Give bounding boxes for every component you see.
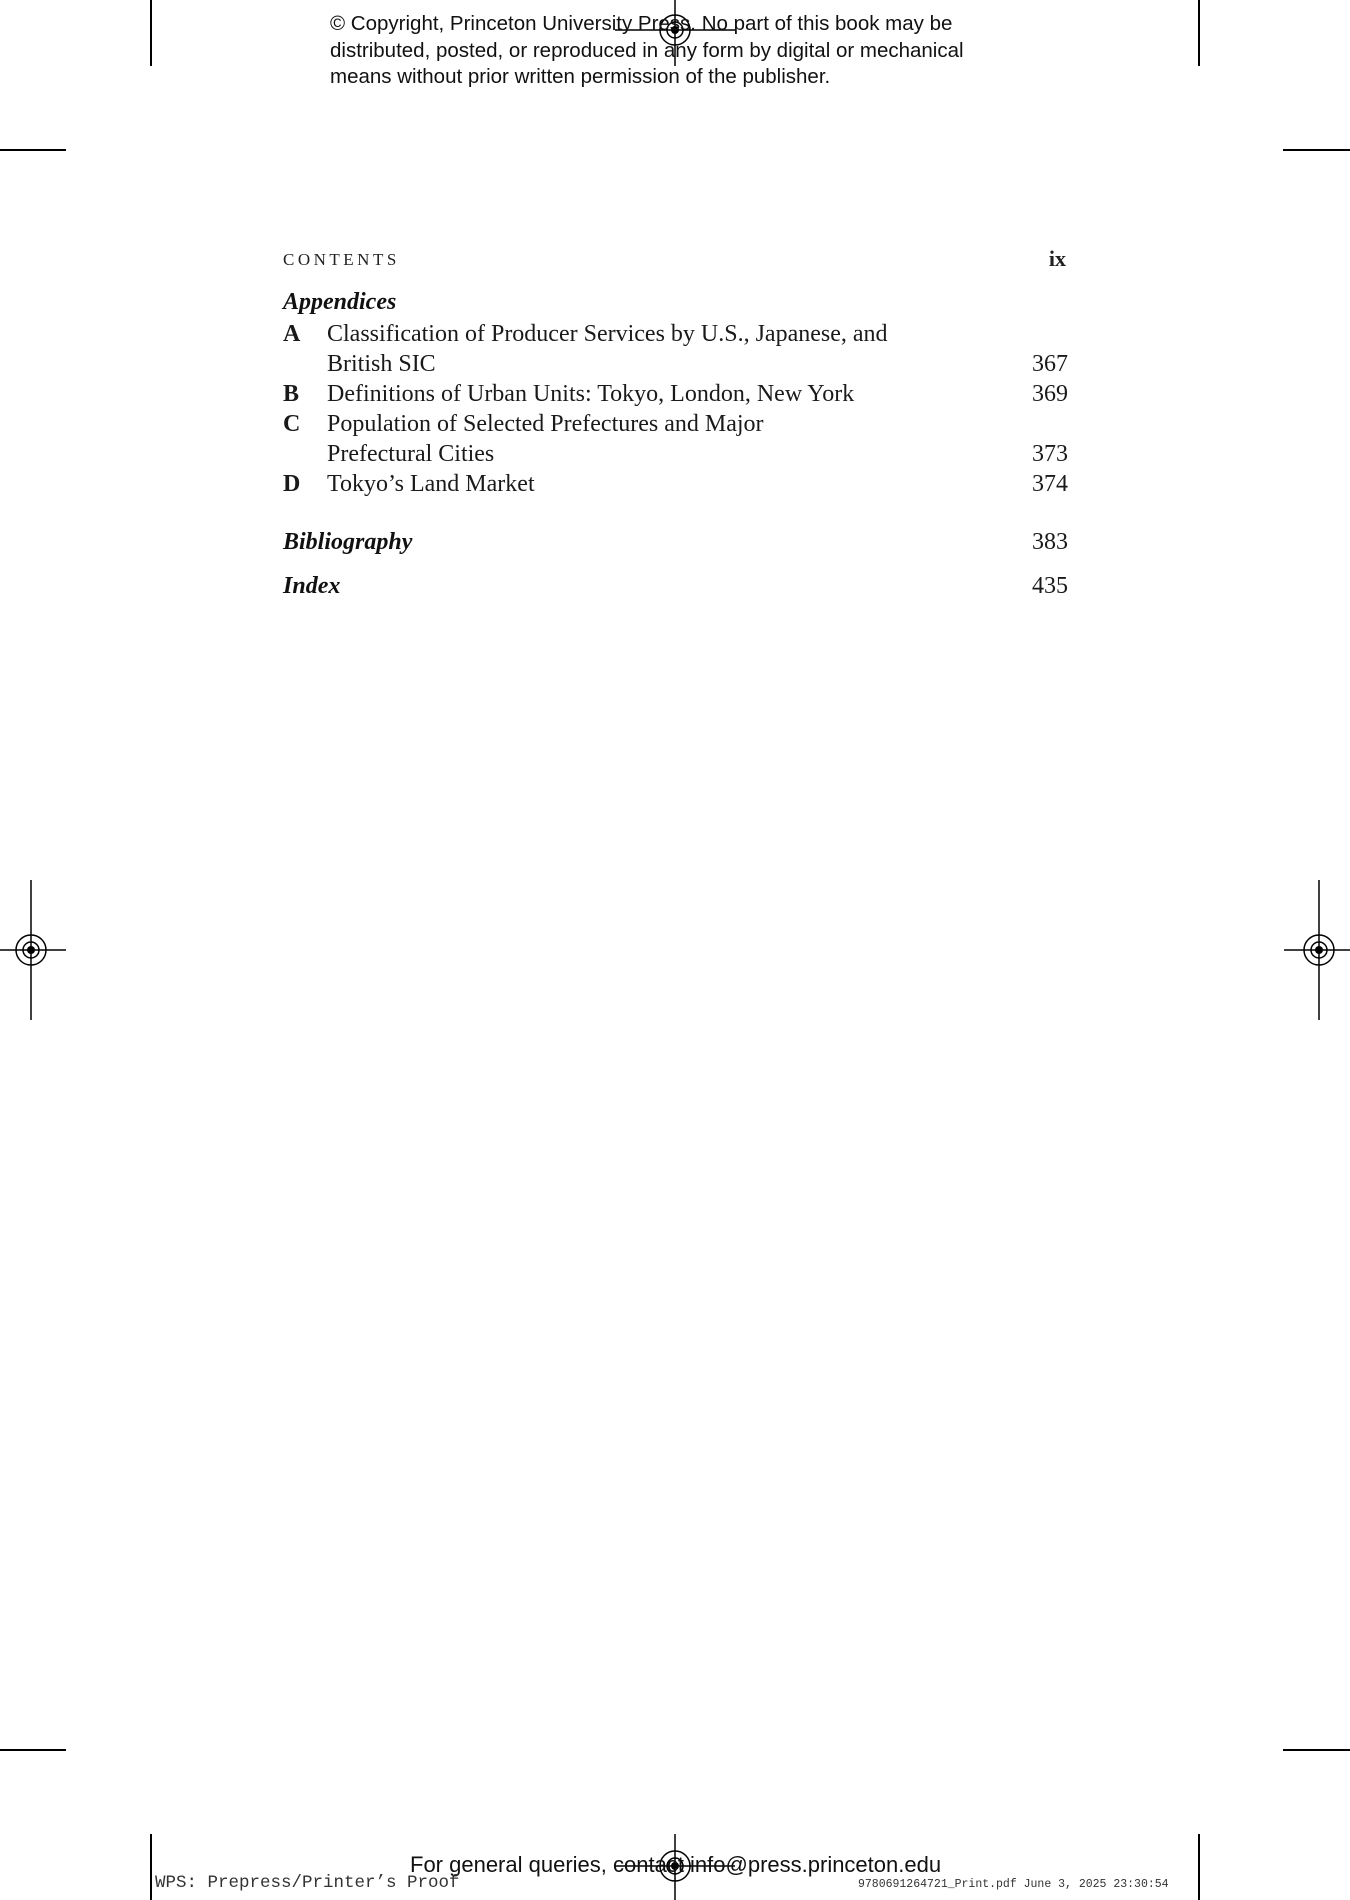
appendix-letter: D xyxy=(283,471,301,497)
page-number: 374 xyxy=(1032,471,1068,497)
bibliography-label: Bibliography xyxy=(283,529,413,555)
appendix-title-continued: British SIC xyxy=(327,351,436,377)
copyright-notice xyxy=(330,11,1090,91)
crop-mark-right-upper xyxy=(1283,149,1350,151)
copyright-line: distributed, posted, or reproduced in any form by digital or mechanical xyxy=(330,38,964,62)
appendix-title: Tokyo’s Land Market xyxy=(327,471,535,497)
registration-mark-left-icon xyxy=(0,880,66,1020)
crop-mark-left-lower xyxy=(0,1749,66,1751)
toc-entry-appendix-c[interactable] xyxy=(283,409,1068,469)
page-number: 367 xyxy=(1032,351,1068,377)
appendix-title-continued: Prefectural Cities xyxy=(327,441,495,467)
appendix-title: Population of Selected Prefectures and Major xyxy=(327,411,764,437)
general-queries-contact: For general queries, contact info@press.princeton.edu xyxy=(410,1852,942,1877)
copyright-line: means without prior written permission of the publisher. xyxy=(330,65,831,88)
appendix-letter: B xyxy=(283,381,300,407)
proof-label: WPS: Prepress/Printer’s Proof xyxy=(155,1873,460,1893)
running-head: CONTENTS xyxy=(283,250,400,269)
toc-entry-index[interactable] xyxy=(283,569,1068,603)
index-label: Index xyxy=(283,573,341,599)
page-number: 383 xyxy=(1032,529,1068,555)
appendix-letter: C xyxy=(283,411,301,437)
toc-entry-appendix-a[interactable] xyxy=(283,319,1068,379)
file-info: 9780691264721_Print.pdf June 3, 2025 23:30:54 xyxy=(858,1878,1169,1891)
crop-mark-bottom-left xyxy=(150,1834,152,1900)
crop-mark-right-lower xyxy=(1283,1749,1350,1751)
toc-entry-bibliography[interactable] xyxy=(283,525,1068,559)
appendix-title: Classification of Producer Services by U.S., Japanese, and xyxy=(327,321,888,347)
page-number: 435 xyxy=(1032,573,1068,599)
page-number: 369 xyxy=(1032,381,1068,407)
appendix-title: Definitions of Urban Units: Tokyo, London, New York xyxy=(327,381,855,407)
toc-entry-appendix-b[interactable] xyxy=(283,379,1068,409)
copyright-line: © Copyright, Princeton University Press. No part of this book may be xyxy=(330,12,953,35)
crop-mark-top-right xyxy=(1198,0,1200,66)
page-folio: ix xyxy=(1048,246,1066,271)
crop-mark-left-upper xyxy=(0,149,66,151)
page-number: 373 xyxy=(1032,441,1068,467)
table-of-contents xyxy=(283,285,1068,603)
appendix-letter: A xyxy=(283,321,301,347)
section-title-appendices: Appendices xyxy=(283,289,397,315)
crop-mark-top-left xyxy=(150,0,152,66)
registration-mark-right-icon xyxy=(1284,880,1350,1020)
toc-entry-appendix-d[interactable] xyxy=(283,469,1068,499)
crop-mark-bottom-right xyxy=(1198,1834,1200,1900)
